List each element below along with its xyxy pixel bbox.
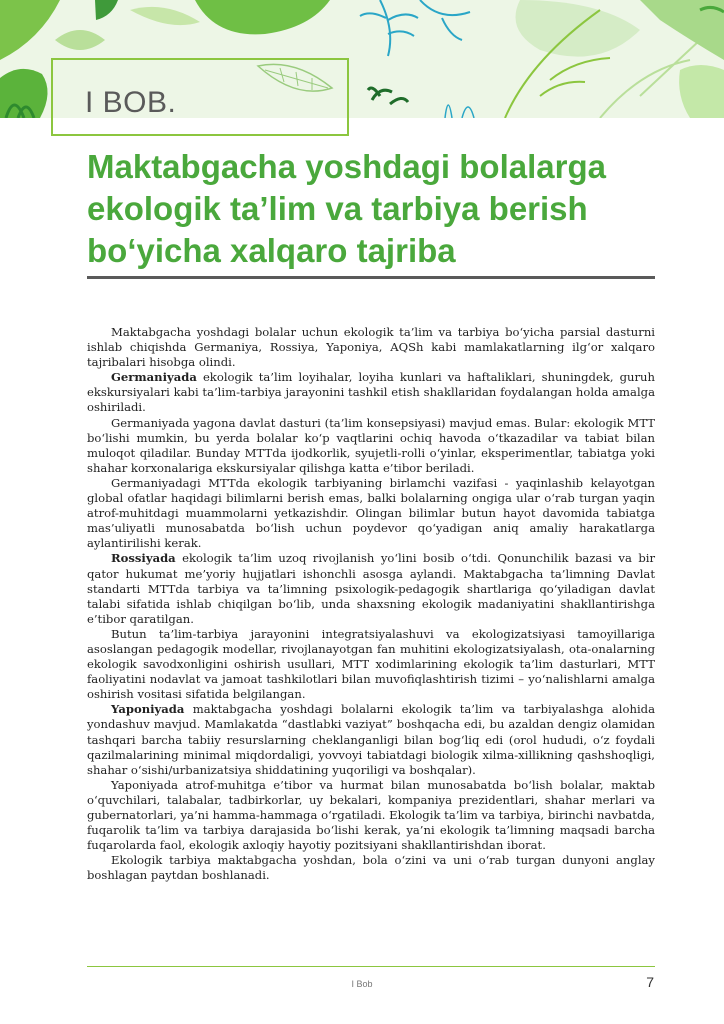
paragraph-text: maktabgacha yoshdagi bolalarni ekologik ta’lim va tarbiyalashga alohida yondashuv mavjud. Mamlakatda “dastlabki vaziyat” boshqacha edi, bu azaldan dengiz olamidan tashqari barcha tabiiy resurslarning cheklanganligi bilan bog‘liq edi (orol hududi, o‘z foydali qazilmalarining minimal miqdordaligi, yovvoyi tabiatdagi biologik xilma-xillikning qashshoqligi, shahar o‘sishi/urbanizatsiya shiddatining yuqoriligi va boshqalar). — [87, 702, 655, 777]
paragraph-text: Germaniyadagi MTTda ekologik tarbiyaning birlamchi vazifasi - yaqinlashib kelayotgan global ofatlar haqidagi bilimlarni berish emas, balki bolalarning ongiga ular o‘rab turgan yaqin atrof-muhitdagi muammolarni yetkazishdir. Olingan bilimlar butun hayot davomida tabiatga mas’uliyatli munosabatda bo‘lish uchun poydevor qo‘yadigan aniq amaliy harakatlarga aylantirilishi kerak. — [87, 475, 655, 551]
paragraph-text: Ekologik tarbiya maktabgacha yoshdan, bola o‘zini va uni o‘rab turgan dunyoni anglay boshlagan paytdan boshlanadi. — [87, 853, 655, 883]
title-line-1: Maktabgacha yoshdagi bolalarga — [87, 148, 606, 185]
paragraph — [87, 370, 655, 415]
paragraph-text: Yaponiyada atrof-muhitga e’tibor va hurmat bilan munosabatda bo‘lish bolalar, maktab o‘quvchilari, talabalar, tadbirkorlar, uy bekalari, kompaniya prezidentlari, shahar merlari va gubernatorlari, ya’ni hamma-hammaga o‘rgatiladi. Ekologik ta’lim va tarbiya, birinchi navbatda, fuqarolik ta’lim va tarbiya darajasida bo‘lishi kerak, ya’ni ekologik ta’limning maqsadi barcha fuqarolarda faol, ekologik axloqiy hayotiy pozitsiyani shakllantirishdan iborat. — [87, 777, 655, 853]
paragraph — [87, 702, 655, 777]
page-number: 7 — [646, 974, 654, 990]
paragraph-text: Butun ta’lim-tarbiya jarayonini integratsiyalashuvi va ekologizatsiyasi tamoyillariga asoslangan pedagogik modellar, rivojlanayotgan fan muhitini ekologizatsiyalash, ota-onalarning ekologik savodxonligini oshirish usullari, MTT xodimlarining ekologik ta’lim dasturlari, MTT faoliyatini nodavlat va jamoat tashkilotlari bilan muvofiqlashtirish tizimi – yo‘nalishlarni amalga oshirish vositasi sifatida belgilangan. — [87, 626, 655, 702]
article-body — [87, 325, 655, 883]
paragraph — [87, 853, 655, 883]
footer-chapter-label: I Bob — [351, 979, 373, 989]
paragraph-text: Maktabgacha yoshdagi bolalar uchun ekologik ta’lim va tarbiya bo‘yicha parsial dasturni ishlab chiqishda Germaniya, Rossiya, Yaponiya, AQSh kabi mamlakatlarning ilg‘or xalqaro tajribalari hisobga olindi. — [87, 325, 655, 370]
page-title — [87, 146, 687, 272]
paragraph — [87, 551, 655, 626]
title-divider — [87, 276, 655, 279]
title-line-3: bo‘yicha xalqaro tajriba — [87, 232, 456, 269]
paragraph-text: Germaniyada yagona davlat dasturi (ta’lim konsepsiyasi) mavjud emas. Bular: ekologik MTT bo‘lishi mumkin, bu yerda bolalar ko‘p vaqtlarini ochiq havoda o‘tkazadilar va tabiat bilan muloqot qiladilar. Bunday MTTda ijodkorlik, syujetli-rolli o‘yinlar, eksperimentlar, tabiatga yoki shahar korxonalariga ekskursiyalar qilishga katta e’tibor beriladi. — [87, 415, 655, 475]
footer-divider — [87, 966, 655, 967]
paragraph — [87, 416, 655, 476]
paragraph-lead: Germaniyada — [111, 370, 197, 385]
paragraph-lead: Rossiyada — [111, 551, 176, 566]
paragraph — [87, 627, 655, 702]
paragraph-text: ekologik ta’lim uzoq rivojlanish yo‘lini bosib o‘tdi. Qonunchilik bazasi va bir qator hukumat me’yoriy hujjatlari ishonchli asosga aylandi. Maktabgacha ta’limning Davlat standarti MTTda tarbiya va ta’limning psixologik-pedagogik shartlariga qo‘yiladigan davlat talabi sifatida ishlab chiqilgan bo‘lib, unda shaxsning ekologik madaniyatini shakllantirishga e’tibor qaratilgan. — [87, 551, 655, 626]
paragraph — [87, 476, 655, 551]
paragraph — [87, 778, 655, 853]
chapter-label: I BOB. — [85, 86, 177, 119]
paragraph-text: ekologik ta’lim loyihalar, loyiha kunlari va haftaliklari, shuningdek, guruh ekskursiyalari kabi ta’lim-tarbiya jarayonini tashkil etish shakllaridan foydalangan holda amalga oshiriladi. — [87, 370, 655, 415]
paragraph-lead: Yaponiyada — [111, 702, 185, 717]
paragraph — [87, 325, 655, 370]
title-line-2: ekologik ta’lim va tarbiya berish — [87, 190, 588, 227]
